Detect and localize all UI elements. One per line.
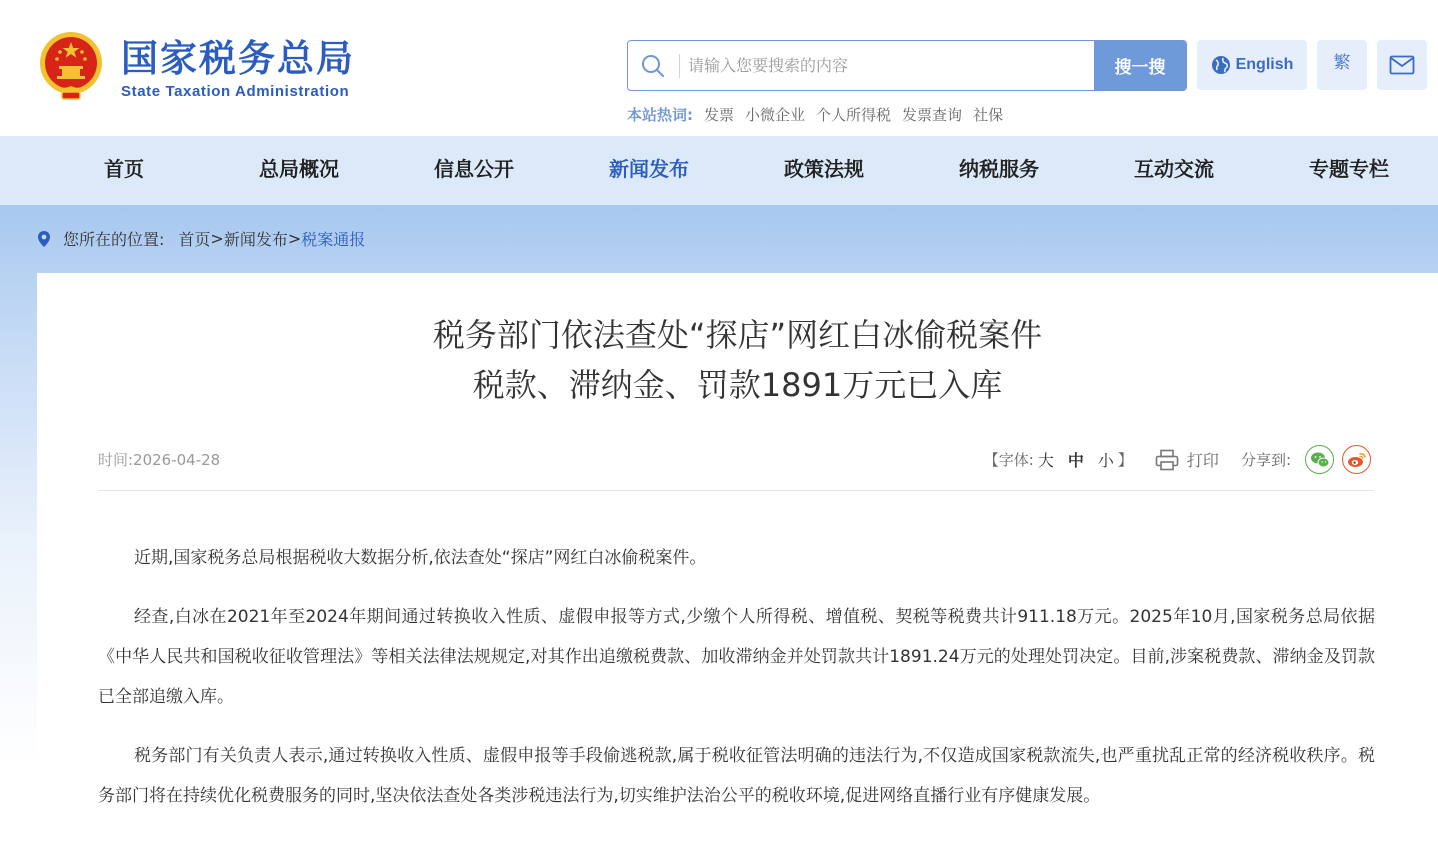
hot-word-link[interactable]: 小微企业 <box>745 106 806 124</box>
hot-word-link[interactable]: 个人所得税 <box>816 106 892 124</box>
hot-words-label: 本站热词: <box>627 106 693 124</box>
main-nav <box>0 136 1438 205</box>
article-paragraph: 税务部门有关负责人表示,通过转换收入性质、虚假申报等手段偷逃税款,属于税收征管法明确的违法行为,不仅造成国家税款流失,也严重扰乱正常的经济税收秩序。税务部门将在持续优化税费服务的同时,坚决依法查处各类涉税违法行为,切实维护法治公平的税收环境,促进网络直播行业有序健康发展。 <box>98 746 1375 806</box>
font-size-close: 】 <box>1117 451 1133 469</box>
article-tools <box>984 445 1371 474</box>
search-button[interactable]: 搜一搜 <box>1094 41 1186 90</box>
wechat-share-button[interactable] <box>1305 445 1334 474</box>
breadcrumb-separator: > <box>287 229 302 248</box>
font-size-medium[interactable]: 中 <box>1067 451 1084 470</box>
nav-item-overview[interactable]: 总局概况 <box>259 157 339 181</box>
site-subtitle: State Taxation Administration <box>121 83 350 100</box>
publish-time: 时间:2026-04-28 <box>98 451 221 469</box>
weibo-share-button[interactable] <box>1342 445 1371 474</box>
search-separator <box>679 54 680 78</box>
english-button[interactable] <box>1197 40 1307 90</box>
hot-word-link[interactable]: 发票查询 <box>902 106 963 124</box>
search-icon <box>640 53 666 79</box>
meta-divider <box>98 490 1374 491</box>
search-box <box>627 40 1187 91</box>
article-body <box>98 538 1375 835</box>
printer-icon <box>1155 449 1179 471</box>
location-pin-icon <box>37 230 51 248</box>
hot-words <box>627 104 1003 125</box>
breadcrumb-separator: > <box>210 229 224 248</box>
search-input[interactable] <box>688 49 1088 81</box>
weibo-icon <box>1347 451 1367 469</box>
mail-icon <box>1389 55 1415 75</box>
site-title[interactable]: 国家税务总局 <box>121 36 355 80</box>
breadcrumb-current[interactable]: 税案通报 <box>301 230 366 249</box>
article-paragraph: 经查,白冰在2021年至2024年期间通过转换收入性质、虚假申报等方式,少缴个人所得税、增值税、契税等税费共计911.18万元。2025年10月,国家税务总局依据《中华人民共和国税收征收管理法》等相关法律法规规定,对其作出追缴税费款、加收滞纳金并处罚款共计1891.24万元的处理处罚决定。目前,涉案税费款、滞纳金及罚款已全部追缴入库。 <box>98 607 1375 707</box>
breadcrumb-home[interactable]: 首页 <box>178 230 211 249</box>
site-header <box>0 0 1438 136</box>
nav-item-disclosure[interactable]: 信息公开 <box>434 157 514 181</box>
font-size-large[interactable]: 大 <box>1037 451 1054 470</box>
nav-item-interaction[interactable]: 互动交流 <box>1134 157 1214 181</box>
nav-item-home[interactable]: 首页 <box>104 157 144 181</box>
article-panel <box>37 273 1438 863</box>
breadcrumb-label: 您所在的位置: <box>63 230 165 249</box>
article-title-line1: 税务部门依法查处“探店”网红白冰偷税案件 <box>432 316 1043 354</box>
article-paragraph: 近期,国家税务总局根据税收大数据分析,依法查处“探店”网红白冰偷税案件。 <box>134 548 707 568</box>
font-size-small[interactable]: 小 <box>1097 451 1114 470</box>
nav-item-policy[interactable]: 政策法规 <box>784 157 864 181</box>
print-button[interactable] <box>1155 448 1219 471</box>
article-title-line2: 税款、滞纳金、罚款1891万元已入库 <box>472 366 1003 404</box>
nav-item-news[interactable]: 新闻发布 <box>609 157 689 181</box>
national-emblem-icon[interactable] <box>38 30 104 102</box>
print-label: 打印 <box>1186 451 1219 470</box>
mail-button[interactable] <box>1377 40 1427 90</box>
nav-item-service[interactable]: 纳税服务 <box>959 157 1039 181</box>
share-label: 分享到: <box>1240 451 1291 469</box>
globe-icon <box>1211 55 1231 75</box>
nav-item-special[interactable]: 专题专栏 <box>1309 157 1389 181</box>
wechat-icon <box>1310 451 1330 469</box>
font-size-label: 【字体: <box>983 451 1034 469</box>
breadcrumb-section[interactable]: 新闻发布 <box>223 230 288 249</box>
english-label: English <box>1235 56 1294 73</box>
breadcrumb <box>37 227 365 250</box>
hot-word-link[interactable]: 社保 <box>973 106 1004 124</box>
traditional-chinese-button[interactable]: 繁 <box>1317 40 1367 90</box>
hot-word-link[interactable]: 发票 <box>704 106 735 124</box>
